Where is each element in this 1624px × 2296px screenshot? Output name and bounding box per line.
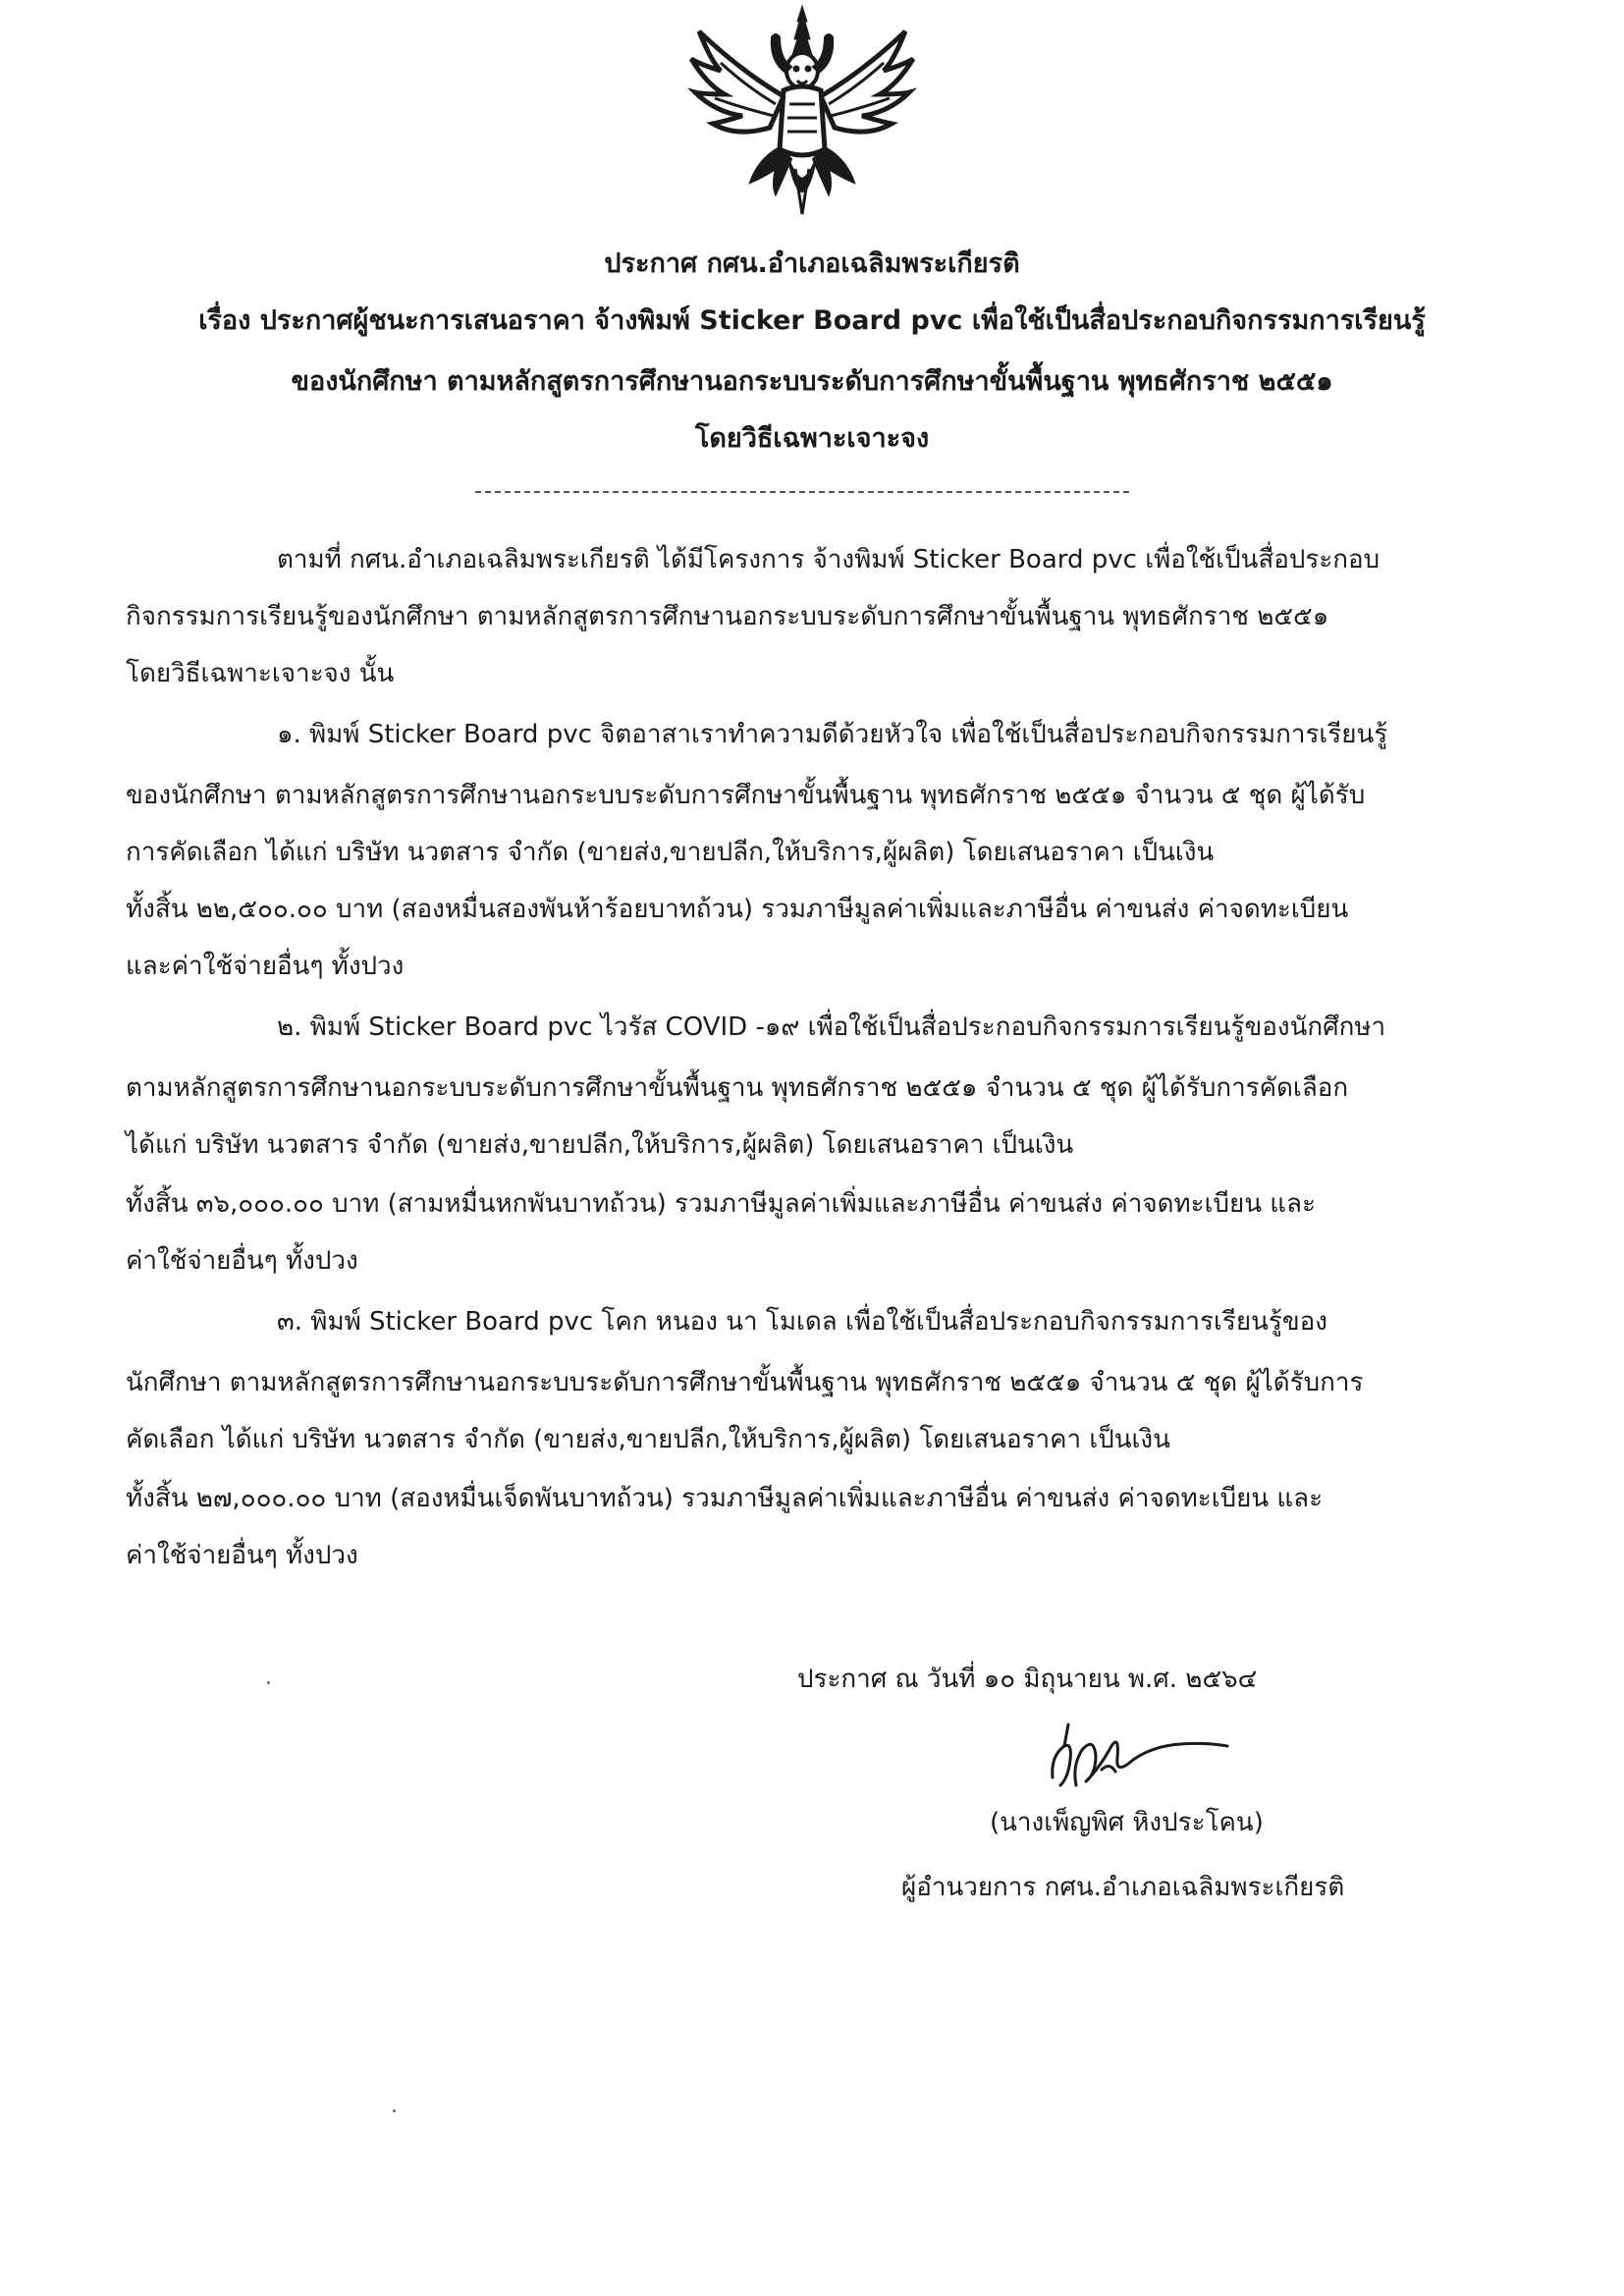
header-divider — [475, 491, 1129, 493]
scan-speck — [393, 2109, 396, 2112]
garuda-emblem-icon — [681, 2, 923, 230]
signer-position: ผู้อำนวยการ กศน.อำเภอเฉลิมพระเกียรติ — [901, 1873, 1345, 1902]
item-3-line: ๓. พิมพ์ Sticker Board pvc โคก หนอง นา โมเดล เพื่อใช้เป็นสื่อประกอบกิจกรรมการเรียนรู้ของ — [277, 1307, 1327, 1337]
announcement-subject-line-2: ของนักศึกษา ตามหลักสูตรการศึกษานอกระบบระดับการศึกษาขั้นพื้นฐาน พุทธศักราช ๒๕๕๑ — [291, 366, 1333, 397]
handwritten-signature-icon — [1043, 1717, 1233, 1799]
intro-line: ตามที่ กศน.อำเภอเฉลิมพระเกียรติ ได้มีโครงการ จ้างพิมพ์ Sticker Board pvc เพื่อใช้เป็นสื่อประกอบ — [277, 545, 1380, 574]
announcement-title: ประกาศ กศน.อำเภอเฉลิมพระเกียรติ — [604, 248, 1020, 279]
item-3-line: ค่าใช้จ่ายอื่นๆ ทั้งปวง — [126, 1541, 358, 1570]
signer-name: (นางเพ็ญพิศ หิงประโคน) — [990, 1808, 1264, 1837]
item-2-line: ได้แก่ บริษัท นวตสาร จำกัด (ขายส่ง,ขายปลีก,ให้บริการ,ผู้ผลิต) โดยเสนอราคา เป็นเงิน — [126, 1130, 1074, 1160]
scan-speck — [267, 1681, 270, 1684]
intro-line: โดยวิธีเฉพาะเจาะจง นั้น — [126, 659, 395, 688]
item-1-line: ทั้งสิ้น ๒๒,๕๐๐.๐๐ บาท (สองหมื่นสองพันห้าร้อยบาทถ้วน) รวมภาษีมูลค่าเพิ่มและภาษีอื่น ค่าขนส่ง ค่าจดทะเบียน — [126, 895, 1349, 924]
item-2-line: ๒. พิมพ์ Sticker Board pvc ไวรัส COVID -๑๙ เพื่อใช้เป็นสื่อประกอบกิจกรรมการเรียนรู้ของนักศึกษา — [277, 1012, 1386, 1042]
item-2-line: ค่าใช้จ่ายอื่นๆ ทั้งปวง — [126, 1246, 358, 1276]
announcement-subject-line-3: โดยวิธีเฉพาะเจาะจง — [694, 423, 930, 454]
item-1-line: การคัดเลือก ได้แก่ บริษัท นวตสาร จำกัด (ขายส่ง,ขายปลีก,ให้บริการ,ผู้ผลิต) โดยเสนอราคา เป็นเงิน — [126, 838, 1215, 867]
item-1-line: ๑. พิมพ์ Sticker Board pvc จิตอาสาเราทำความดีด้วยหัวใจ เพื่อใช้เป็นสื่อประกอบกิจกรรมการเรียนรู้ — [277, 720, 1388, 749]
item-3-line: ทั้งสิ้น ๒๗,๐๐๐.๐๐ บาท (สองหมื่นเจ็ดพันบาทถ้วน) รวมภาษีมูลค่าเพิ่มและภาษีอื่น ค่าขนส่ง ค่าจดทะเบียน และ — [126, 1484, 1324, 1513]
item-2-line: ตามหลักสูตรการศึกษานอกระบบระดับการศึกษาขั้นพื้นฐาน พุทธศักราช ๒๕๕๑ จำนวน ๕ ชุด ผู้ได้รับการคัดเลือก — [126, 1073, 1349, 1103]
intro-line: กิจกรรมการเรียนรู้ของนักศึกษา ตามหลักสูตรการศึกษานอกระบบระดับการศึกษาขั้นพื้นฐาน พุทธศักราช ๒๕๕๑ — [126, 602, 1329, 631]
item-1-line: และค่าใช้จ่ายอื่นๆ ทั้งปวง — [126, 952, 405, 981]
announcement-date: ประกาศ ณ วันที่ ๑๐ มิถุนายน พ.ศ. ๒๕๖๔ — [797, 1665, 1258, 1694]
announcement-subject-line-1: เรื่อง ประกาศผู้ชนะการเสนอราคา จ้างพิมพ์ Sticker Board pvc เพื่อใช้เป็นสื่อประกอบกิจกรรมการเรียนรู้ — [198, 305, 1426, 336]
item-2-line: ทั้งสิ้น ๓๖,๐๐๐.๐๐ บาท (สามหมื่นหกพันบาทถ้วน) รวมภาษีมูลค่าเพิ่มและภาษีอื่น ค่าขนส่ง ค่าจดทะเบียน และ — [126, 1189, 1316, 1219]
item-1-line: ของนักศึกษา ตามหลักสูตรการศึกษานอกระบบระดับการศึกษาขั้นพื้นฐาน พุทธศักราช ๒๕๕๑ จำนวน ๕ ชุด ผู้ได้รับ — [126, 781, 1366, 810]
item-3-line: คัดเลือก ได้แก่ บริษัท นวตสาร จำกัด (ขายส่ง,ขายปลีก,ให้บริการ,ผู้ผลิต) โดยเสนอราคา เป็นเงิน — [126, 1425, 1170, 1454]
item-3-line: นักศึกษา ตามหลักสูตรการศึกษานอกระบบระดับการศึกษาขั้นพื้นฐาน พุทธศักราช ๒๕๕๑ จำนวน ๕ ชุด ผู้ได้รับการ — [126, 1368, 1364, 1397]
